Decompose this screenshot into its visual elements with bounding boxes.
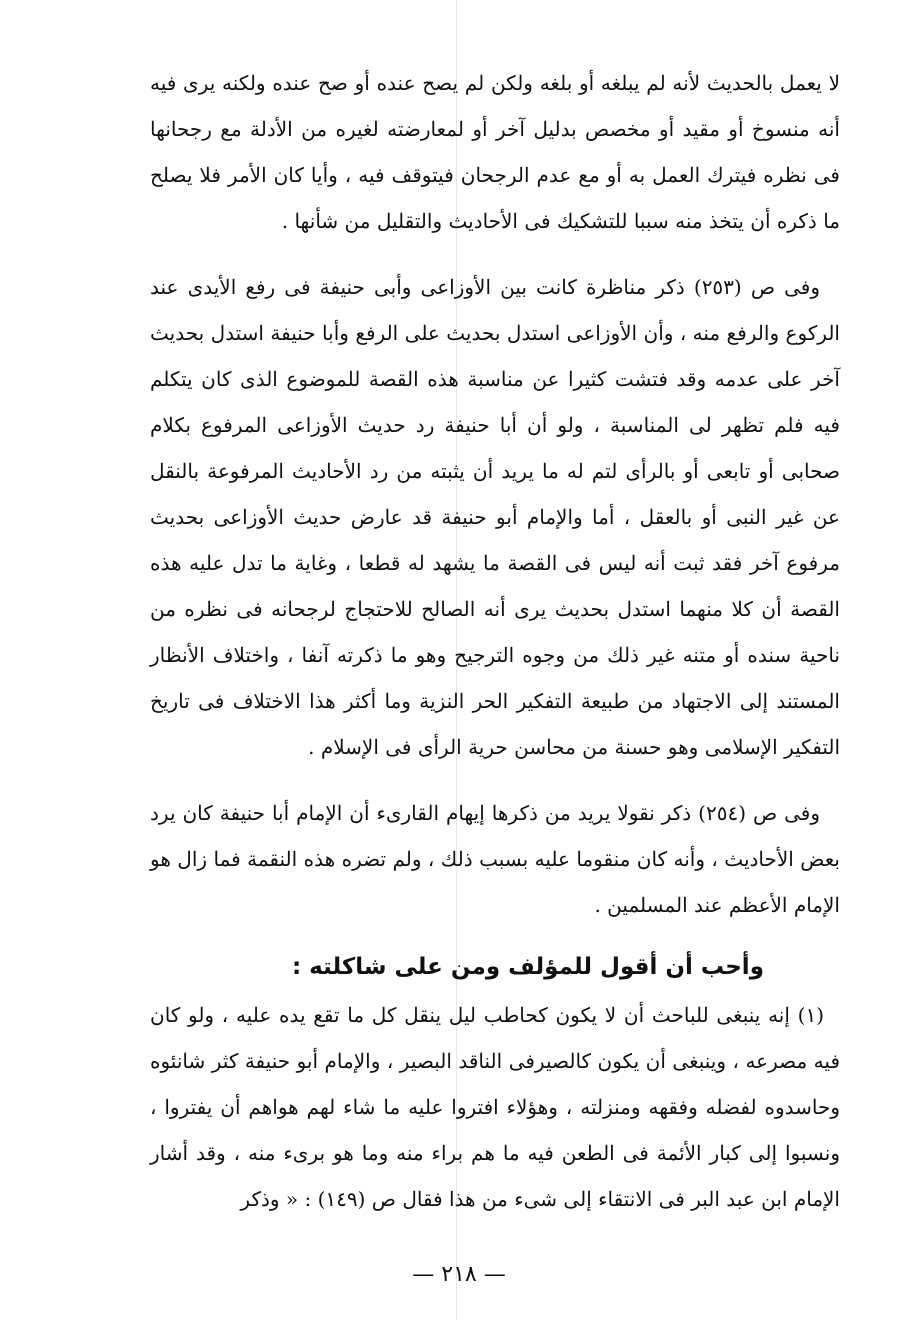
paragraph-page-254: وفى ص (٢٥٤) ذكر نقولا يريد من ذكرها إيهام القارىء أن الإمام أبا حنيفة كان يرد بعض الأحاديث ، وأنه كان منقوما عليه بسبب ذلك ، ولم تضره هذه النقمة فما زال هو الإمام الأعظم عند المسلمين . <box>150 801 840 917</box>
point-1-paragraph: (١) إنه ينبغى للباحث أن لا يكون كحاطب ليل ينقل كل ما تقع يده عليه ، ولو كان فيه مصرعه ، وينبغى أن يكون كالصيرفى الناقد البصير ، والإمام أبو حنيفة كثر شانئوه وحاسدوه لفضله وفقهه ومنزلته ، وهؤلاء افتروا عليه ما شاء لهم هواهم أن يفتروا ، ونسبوا إلى كبار الأئمة فى الطعن فيه ما هم براء منه وما هو برىء منه ، وقد أشار الإمام ابن عبد البر فى الانتقاء إلى شىء من هذا فقال ص (١٤٩) : « وذكر <box>150 1003 840 1211</box>
paragraph-page-253: وفى ص (٢٥٣) ذكر مناظرة كانت بين الأوزاعى وأبى حنيفة فى رفع الأيدى عند الركوع والرفع منه ، وأن الأوزاعى استدل بحديث على الرفع وأبا حنيفة استدل بحديث آخر على عدمه وقد فتشت كثيرا عن مناسبة هذه القصة للموضوع الذى كان يتكلم فيه فلم تظهر لى المناسبة ، ولو أن أبا حنيفة رد حديث الأوزاعى المرفوع بكلام صحابى أو تابعى أو بالرأى لتم له ما يريد أن يثبته من رد الأحاديث المرفوعة بالنقل عن غير النبى أو بالعقل ، أما والإمام أبو حنيفة قد عارض حديث الأوزاعى بحديث مرفوع آخر فقد ثبت أنه ليس فى القصة ما يشهد له قطعا ، وغاية ما تدل عليه هذه القصة أن كلا منهما استدل بحديث يرى أنه الصالح للاحتجاج لرجحانه فى نظره من ناحية سنده أو متنه غير ذلك من وجوه الترجيح وهو ما ذكرته آنفا ، واختلاف الأنظار المستند إلى الاجتهاد من طبيعة التفكير الحر النزية وما أكثر هذا الاختلاف فى تاريخ التفكير الإسلامى وهو حسنة من محاسن حرية الرأى فى الإسلام . <box>150 275 840 759</box>
document-page <box>150 60 840 1222</box>
paragraph-continuation: لا يعمل بالحديث لأنه لم يبلغه أو بلغه ولكن لم يصح عنده أو صح عنده ولكنه يرى فيه أنه منسوخ أو مقيد أو مخصص بدليل آخر أو لمعارضته لغيره من الأدلة مع رجحانها فى نظره فيترك العمل به أو مع عدم الرجحان فيتوقف فيه ، وأيا كان الأمر فلا يصلح ما ذكره أن يتخذ منه سببا للتشكيك فى الأحاديث والتقليل من شأنها . <box>150 71 840 233</box>
section-heading: وأحب أن أقول للمؤلف ومن على شاكلته : <box>291 954 764 980</box>
page-number: — ٢١٨ — <box>412 1262 506 1287</box>
